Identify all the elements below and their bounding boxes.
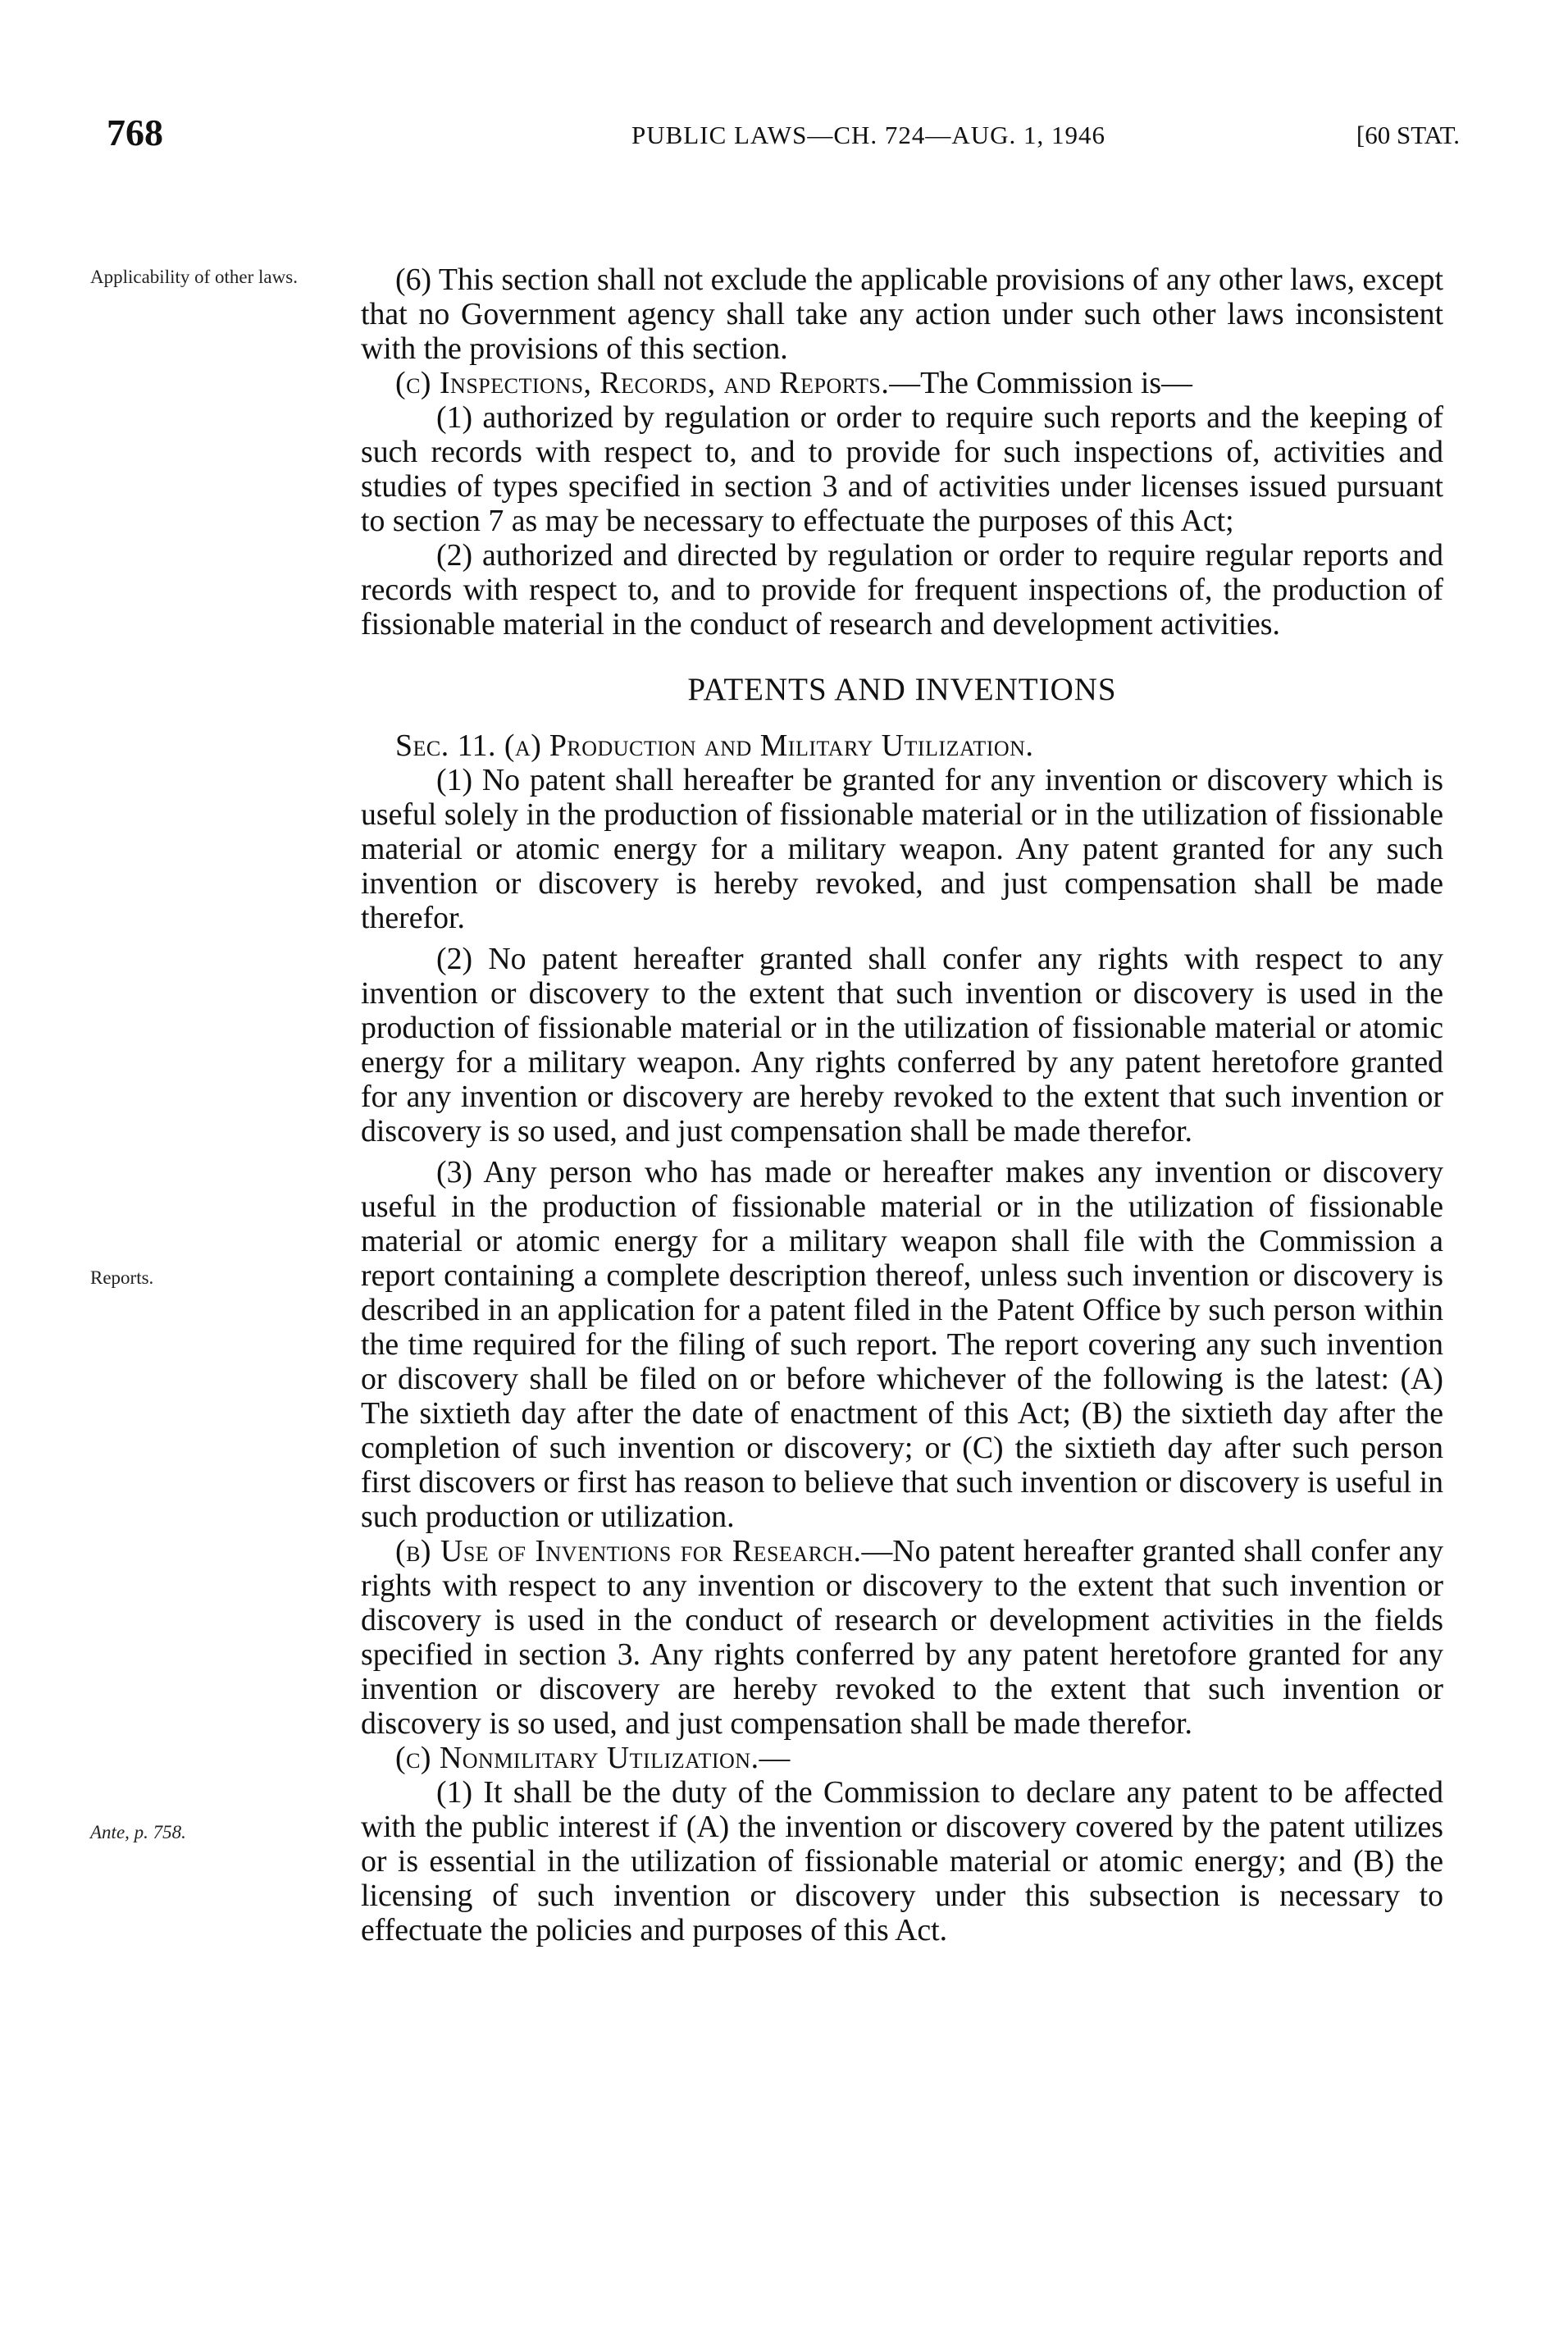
section-11-title: Production and Military Utilization. [549,728,1034,763]
body-text [361,263,1443,1947]
paragraph-a1: (1) No patent shall hereafter be granted for any invention or discovery which is useful solely in the production of fissionable material or in the utilization of fissionable material or atomic energy for a military weapon. Any patent granted for any such invention or discovery is hereby revoked, and just compensation shall be made therefor. [361,763,1443,935]
margin-note-applicability: Applicability of other laws. [90,267,298,287]
paragraph-b-text: —No patent hereafter granted shall confer any rights with respect to any invention or discovery to the extent that such invention or discovery is used in the conduct of research or development activities in the fields specified in section 3. Any rights conferred by any patent heretofore granted for any invention or discovery are hereby revoked to the extent that such invention or discovery is so used, and just compensation shall be made therefor. [361,1534,1443,1741]
paragraph-a2: (2) No patent hereafter granted shall confer any rights with respect to any invention or discovery to the extent that such invention or discovery is used in the production of fissionable material or in the utilization of fissionable material or atomic energy for a military weapon. Any rights conferred by any patent heretofore granted for any invention or discovery are hereby revoked to the extent that such invention or discovery is so used, and just compensation shall be made therefor. [361,942,1443,1148]
subsection-heading-c-nonmilitary: (c) Nonmilitary Utilization.— [395,1741,791,1775]
statute-reference: [60 STAT. [1356,121,1460,149]
paragraph-c [361,366,1443,400]
page-number: 768 [107,112,163,153]
running-title: PUBLIC LAWS—CH. 724—AUG. 1, 1946 [631,121,1106,149]
subsection-heading-b: (b) Use of Inventions for Research. [395,1534,862,1568]
margin-note-reports: Reports. [90,1267,154,1288]
paragraph-a3: (3) Any person who has made or hereafter makes any invention or discovery useful in the production of fissionable material or in the utilization of fissionable material or atomic energy for a military weapon shall file with the Commission a report containing a complete description thereof, unless such invention or discovery is described in an application for a patent filed in the Patent Office by such person within the time required for the filing of such report. The report covering any such invention or discovery shall be filed on or before whichever of the following is the latest: (A) The sixtieth day after the date of enactment of this Act; (B) the sixtieth day after the completion of such invention or discovery; or (C) the sixtieth day after such person first discovers or first has reason to believe that such invention or discovery is useful in such production or utilization. [361,1155,1443,1534]
paragraph-b [361,1534,1443,1741]
section-heading: PATENTS AND INVENTIONS [687,672,1117,707]
margin-note-ante: Ante, p. 758. [90,1822,186,1842]
running-head [107,111,1460,163]
subsection-heading-c: (c) Inspections, Records, and Reports. [395,366,890,400]
section-11-label: Sec. 11. (a) [395,728,542,763]
paragraph-c-nonmilitary [361,1741,1443,1775]
paragraph-c-intro: —The Commission is— [889,366,1192,400]
section-11-heading [361,728,1443,763]
paragraph-cn1: (1) It shall be the duty of the Commission to declare any patent to be affected with the public interest if (A) the invention or discovery covered by the patent utilizes or is essential in the utilization of fissionable material or atomic energy; and (B) the licensing of such invention or discovery under this subsection is necessary to effectuate the policies and purposes of this Act. [361,1775,1443,1947]
paragraph-c2: (2) authorized and directed by regulation or order to require regular reports and records with respect to, and to provide for frequent inspections of, the production of fissionable material in the conduct of research and development activities. [361,538,1443,641]
paragraph-6: (6) This section shall not exclude the applicable provisions of any other laws, except that no Government agency shall take any action under such other laws inconsistent with the provisions of this section. [361,263,1443,366]
paragraph-c1: (1) authorized by regulation or order to require such reports and the keeping of such records with respect to, and to provide for such inspections of, activities and studies of types specified in section 3 and of activities under licenses issued pursuant to section 7 as may be necessary to effectuate the purposes of this Act; [361,400,1443,538]
